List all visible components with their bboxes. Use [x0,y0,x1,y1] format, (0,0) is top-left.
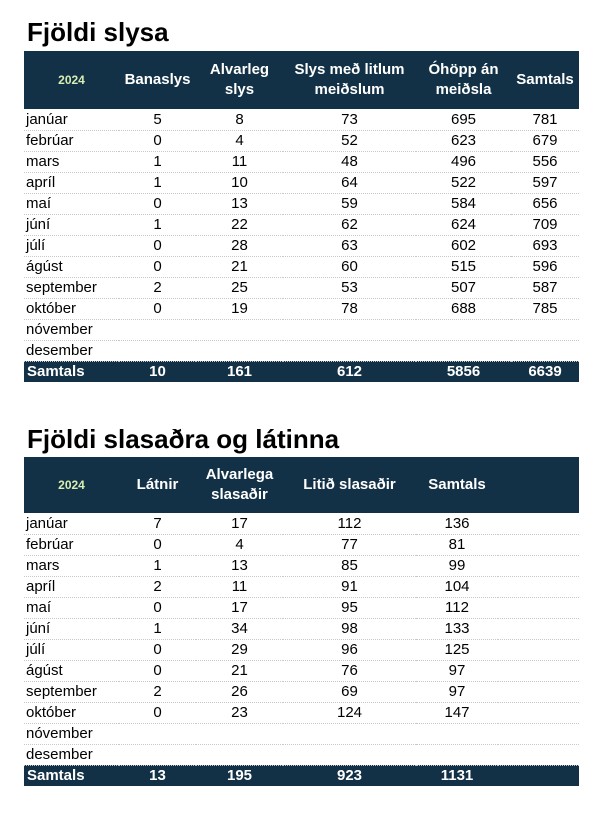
value-cell: 587 [511,277,579,298]
value-cell: 62 [283,214,416,235]
table-row [24,576,579,597]
table-row [24,513,579,534]
value-cell: 125 [416,639,498,660]
value-cell: 781 [511,109,579,130]
value-cell: 597 [511,172,579,193]
table-row [24,235,579,256]
value-cell [283,744,416,765]
value-cell [498,723,579,744]
month-cell: desember [24,744,119,765]
table-row [24,555,579,576]
value-cell: 0 [119,597,196,618]
value-cell: 507 [416,277,511,298]
value-cell: 76 [283,660,416,681]
month-cell: mars [24,151,119,172]
value-cell: 1 [119,151,196,172]
value-cell: 1 [119,214,196,235]
value-cell: 2 [119,681,196,702]
column-header [498,457,579,513]
value-cell: 584 [416,193,511,214]
month-cell: ágúst [24,660,119,681]
value-cell: 98 [283,618,416,639]
value-cell [511,340,579,361]
table-header-row [24,457,579,513]
value-cell: 693 [511,235,579,256]
table-row [24,319,579,340]
total-cell: 612 [336,363,363,381]
column-header: Alvarlega slasaðir [205,466,274,503]
value-cell: 99 [416,555,498,576]
column-header: Slys með litlum meiðslum [294,61,405,98]
value-cell [498,639,579,660]
value-cell: 0 [119,702,196,723]
value-cell: 25 [196,277,283,298]
value-cell: 1 [119,172,196,193]
value-cell: 124 [283,702,416,723]
value-cell [283,340,416,361]
table-row [24,298,579,319]
value-cell: 0 [119,235,196,256]
table-row [24,151,579,172]
value-cell [119,744,196,765]
value-cell: 64 [283,172,416,193]
value-cell [196,319,283,340]
value-cell: 59 [283,193,416,214]
month-cell: júlí [24,235,119,256]
total-cell: 195 [226,767,253,785]
value-cell [498,660,579,681]
table-row [24,109,579,130]
value-cell: 23 [196,702,283,723]
value-cell: 624 [416,214,511,235]
month-cell: júní [24,618,119,639]
value-cell [196,723,283,744]
month-cell: apríl [24,576,119,597]
value-cell: 73 [283,109,416,130]
month-cell: janúar [24,513,119,534]
value-cell: 53 [283,277,416,298]
value-cell [416,723,498,744]
value-cell [498,681,579,702]
column-header: Banaslys [124,71,191,88]
value-cell: 556 [511,151,579,172]
month-cell: maí [24,193,119,214]
table-row [24,639,579,660]
totals-row [24,361,579,382]
value-cell [283,319,416,340]
value-cell: 2 [119,576,196,597]
value-cell: 96 [283,639,416,660]
value-cell: 695 [416,109,511,130]
column-header: Samtals [428,476,486,493]
value-cell [119,340,196,361]
table-row [24,130,579,151]
value-cell: 8 [196,109,283,130]
value-cell: 2 [119,277,196,298]
month-cell: apríl [24,172,119,193]
month-cell: október [24,298,119,319]
value-cell: 0 [119,660,196,681]
value-cell: 10 [196,172,283,193]
value-cell: 69 [283,681,416,702]
value-cell [498,702,579,723]
table-row [24,534,579,555]
total-cell: 161 [226,363,253,381]
injured-table-title: Fjöldi slasaðra og látinna [27,424,340,454]
value-cell: 48 [283,151,416,172]
value-cell: 5 [119,109,196,130]
value-cell: 515 [416,256,511,277]
month-cell: febrúar [24,130,119,151]
value-cell: 26 [196,681,283,702]
column-header: Samtals [516,71,574,88]
value-cell: 19 [196,298,283,319]
column-header: Látnir [136,476,179,493]
value-cell: 679 [511,130,579,151]
value-cell: 112 [283,513,416,534]
value-cell [119,723,196,744]
value-cell: 1 [119,618,196,639]
table-row [24,597,579,618]
column-header: Alvarleg slys [209,61,270,98]
value-cell: 4 [196,130,283,151]
month-cell: júní [24,214,119,235]
value-cell: 0 [119,639,196,660]
table-row [24,723,579,744]
table-row [24,214,579,235]
value-cell: 522 [416,172,511,193]
month-cell: ágúst [24,256,119,277]
value-cell: 112 [416,597,498,618]
injured-deaths-table [24,457,579,786]
value-cell: 78 [283,298,416,319]
value-cell: 21 [196,256,283,277]
value-cell: 623 [416,130,511,151]
value-cell: 85 [283,555,416,576]
value-cell: 0 [119,298,196,319]
value-cell: 21 [196,660,283,681]
accidents-table-title: Fjöldi slysa [27,17,169,47]
value-cell: 596 [511,256,579,277]
year-header: 2024 [58,478,85,492]
value-cell: 709 [511,214,579,235]
value-cell: 52 [283,130,416,151]
value-cell [498,744,579,765]
month-cell: nóvember [24,723,119,744]
value-cell: 29 [196,639,283,660]
totals-row [24,765,579,786]
month-cell: maí [24,597,119,618]
value-cell: 34 [196,618,283,639]
accidents-table [24,51,579,382]
month-cell: október [24,702,119,723]
total-cell: 10 [149,363,166,381]
table-row [24,277,579,298]
table-row [24,702,579,723]
value-cell: 11 [196,151,283,172]
value-cell [498,618,579,639]
value-cell [498,555,579,576]
value-cell: 60 [283,256,416,277]
value-cell: 22 [196,214,283,235]
total-cell: 6639 [528,363,562,381]
value-cell: 13 [196,193,283,214]
totals-label: Samtals [27,767,85,785]
value-cell [498,576,579,597]
total-cell: 1131 [440,767,474,785]
value-cell: 0 [119,193,196,214]
value-cell: 63 [283,235,416,256]
value-cell: 0 [119,130,196,151]
value-cell: 1 [119,555,196,576]
value-cell: 91 [283,576,416,597]
month-cell: desember [24,340,119,361]
value-cell: 11 [196,576,283,597]
table-row [24,660,579,681]
value-cell: 785 [511,298,579,319]
value-cell: 656 [511,193,579,214]
table-row [24,744,579,765]
total-cell: 5856 [446,363,481,381]
month-cell: september [24,277,119,298]
value-cell: 0 [119,534,196,555]
table-header-row [24,51,579,109]
month-cell: janúar [24,109,119,130]
value-cell: 602 [416,235,511,256]
value-cell [196,340,283,361]
table-row [24,256,579,277]
value-cell [511,319,579,340]
value-cell: 133 [416,618,498,639]
value-cell [119,319,196,340]
value-cell: 17 [196,597,283,618]
value-cell [498,513,579,534]
value-cell: 688 [416,298,511,319]
value-cell: 13 [196,555,283,576]
table-row [24,193,579,214]
value-cell: 77 [283,534,416,555]
value-cell [283,723,416,744]
value-cell [498,597,579,618]
value-cell: 0 [119,256,196,277]
month-cell: júlí [24,639,119,660]
value-cell: 97 [416,681,498,702]
year-header: 2024 [58,73,85,87]
value-cell: 104 [416,576,498,597]
month-cell: nóvember [24,319,119,340]
table-row [24,340,579,361]
value-cell: 147 [416,702,498,723]
value-cell [416,744,498,765]
value-cell: 496 [416,151,511,172]
value-cell: 81 [416,534,498,555]
value-cell: 95 [283,597,416,618]
value-cell: 28 [196,235,283,256]
value-cell: 17 [196,513,283,534]
total-cell [498,765,579,786]
value-cell [196,744,283,765]
total-cell: 923 [336,767,363,785]
value-cell [416,319,511,340]
month-cell: mars [24,555,119,576]
column-header: Óhöpp án meiðsla [428,61,499,98]
totals-label: Samtals [27,363,85,381]
column-header: Litið slasaðir [303,476,396,493]
value-cell [498,534,579,555]
table-row [24,681,579,702]
value-cell: 4 [196,534,283,555]
table-row [24,172,579,193]
total-cell: 13 [149,767,166,785]
table-row [24,618,579,639]
value-cell: 136 [416,513,498,534]
month-cell: febrúar [24,534,119,555]
value-cell [416,340,511,361]
value-cell: 7 [119,513,196,534]
month-cell: september [24,681,119,702]
value-cell: 97 [416,660,498,681]
